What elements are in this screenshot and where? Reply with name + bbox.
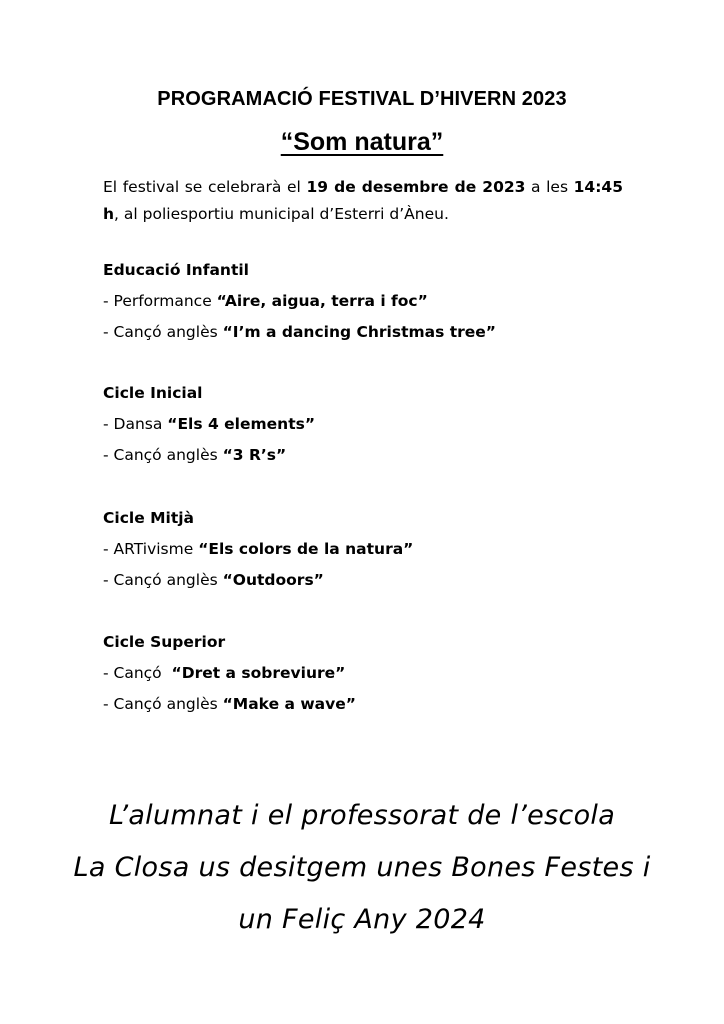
festival-date: 19 de desembre de 2023 <box>306 178 526 196</box>
section-cicle-superior <box>103 630 663 723</box>
section-cicle-inicial <box>103 381 663 474</box>
section-heading: Cicle Inicial <box>103 384 203 402</box>
list-item <box>103 568 663 599</box>
item-title: “Els 4 elements” <box>167 415 316 433</box>
list-item <box>103 661 663 692</box>
item-prefix: - Performance <box>103 292 217 310</box>
section-heading: Cicle Mitjà <box>103 509 195 527</box>
closing-line: L’alumnat i el professorat de l’escola <box>108 800 616 831</box>
list-item <box>103 443 663 474</box>
list-item <box>103 692 663 723</box>
item-prefix: - Cançó anglès <box>103 323 223 341</box>
intro-text: El festival se celebrarà el <box>103 178 307 196</box>
closing-message <box>0 790 724 946</box>
section-heading: Educació Infantil <box>103 261 249 279</box>
page-subtitle: “Som natura” <box>280 128 444 156</box>
item-prefix: - Dansa <box>103 415 168 433</box>
section-heading: Cicle Superior <box>103 633 226 651</box>
closing-line: un Feliç Any 2024 <box>238 904 486 935</box>
section-cicle-mitja <box>103 506 663 599</box>
list-item <box>103 412 663 443</box>
item-prefix: - ARTivisme <box>103 540 199 558</box>
festival-time: 14:45 h <box>103 178 623 223</box>
item-prefix: - Cançó anglès <box>103 446 223 464</box>
list-item <box>103 537 663 568</box>
item-title: “Aire, aigua, terra i foc” <box>216 292 428 310</box>
list-item <box>103 320 663 351</box>
item-title: “3 R’s” <box>222 446 287 464</box>
page-title: PROGRAMACIÓ FESTIVAL D’HIVERN 2023 <box>157 88 567 110</box>
item-prefix: - Cançó <box>103 664 172 682</box>
item-prefix: - Cançó anglès <box>103 571 223 589</box>
item-title: “Dret a sobreviure” <box>171 664 346 682</box>
item-prefix: - Cançó anglès <box>103 695 223 713</box>
item-title: “I’m a dancing Christmas tree” <box>222 323 496 341</box>
item-title: “Outdoors” <box>222 571 324 589</box>
closing-line: La Closa us desitgem unes Bones Festes i <box>73 852 651 883</box>
intro-paragraph <box>103 174 623 228</box>
list-item <box>103 289 663 320</box>
intro-text: , al poliesportiu municipal d’Esterri d’Àneu. <box>114 205 449 223</box>
intro-text: a les <box>525 178 574 196</box>
section-educacio-infantil <box>103 258 663 351</box>
item-title: “Make a wave” <box>222 695 356 713</box>
item-title: “Els colors de la natura” <box>198 540 414 558</box>
